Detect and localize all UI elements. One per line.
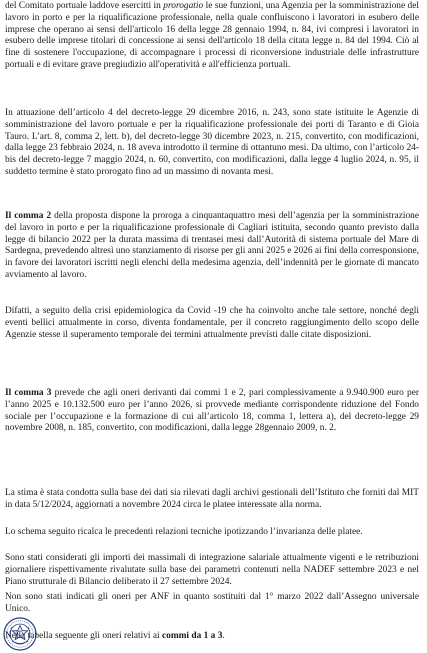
paragraph-text: le sue funzioni, una Agenzia per la somministrazione del lavoro in porto e per la riqualificazione professionale, nella quale confluiscono i lavoratori in esubero delle imprese che operano ai sensi dell'articolo 16 della legge 28 gennaio 1994, n. 84, ivi compresi i lavoratori in esubero delle imprese titolari di concessione ai sensi dell'articolo 18 della citata legge n. 84 del 1994. Ciò al fine di sostenere l'occupazione, di accompagnare i processi di riconversione industriale delle infrastrutture portuali e di evitare grave pregiudizio all'operatività e all'efficienza portuali. (5, 1, 419, 70)
state-emblem-seal-icon (3, 617, 37, 651)
paragraph-attuazione: In attuazione dell’articolo 4 del decreto-legge 29 dicembre 2016, n. 243, sono state istituite le Agenzie di somministrazione del lavoro portuale e per la riqualificazione professionale dei porti di Taranto e di Gioia Tauro. L’art. 8, comma 2, lett. b), del decreto-legge 30 dicembre 2023, n. 215, convertito, con modificazioni, dalla legge 23 febbraio 2024, n. 18 aveva introdotto il termine di ottantuno mesi. Da ultimo, con l’articolo 24-bis del decreto-legge 7 maggio 2024, n. 60, convertito, con modificazioni, dalla legge 4 luglio 2024, n. 95, il suddetto termine è stato prorogato fino ad un massimo di novanta mesi. (5, 108, 419, 177)
paragraph-text: prevede che agli oneri derivanti dai commi 1 e 2, pari complessivamente a 9.940.900 euro per l’anno 2025 e 10.132.500 euro per l’anno 2026, si provvede mediante corrispondente riduzione del Fondo sociale per l’occupazione e la formazione di cui all’articolo 18, comma 1, lettera a), del decreto-legge 29 novembre 2008, n. 185, convertito, con modificazioni, dalla legge 28gennaio 2009, n. 2. (5, 388, 419, 434)
paragraph-text: . (222, 631, 225, 641)
bold-commi-ref: commi da 1 a 3 (161, 631, 223, 641)
bold-heading-comma-2: Il comma 2 (5, 211, 52, 221)
paragraph-schema: Lo schema seguito ricalca le precedenti relazioni tecniche ipotizzando l’invarianza delle platee. (5, 527, 363, 537)
bold-heading-comma-3: Il comma 3 (5, 388, 52, 398)
paragraph-tabella-intro (5, 631, 305, 643)
paragraph-difatti: Difatti, a seguito della crisi epidemiologica da Covid -19 che ha coinvolto anche tale settore, nonché degli eventi bellici attualmente in corso, diventa fondamentale, per il concreto raggiungimento dello scopo delle Agenzie stesse il superamento temporale dei termini attualmente previsti dalle citate disposizioni. (5, 306, 419, 340)
paragraph-comma-3 (5, 388, 419, 435)
paragraph-stima: La stima è stata condotta sulla base dei dati sia rilevati dagli archivi gestionali dell’Istituto che forniti dal MIT in data 5/12/2024, aggiornati a novembre 2024 circa le platee interessate alla norma. (5, 488, 419, 510)
paragraph-text: della proposta dispone la proroga a cinquantaquattro mesi dell’agenzia per la somministrazione del lavoro in porto e per la riqualificazione professionale di Cagliari istituita, secondo quanto previsto dalla legge di bilancio 2022 per la durata massima di trentasei mesi dall’Autorità di sistema portuale del Mare di Sardegna, prevedendo altresì uno stanziamento di risorse per gli anni 2025 e 2026 ai fini della corresponsione, in favore dei lavoratori iscritti negli elenchi della medesima agenzia, dell’indennità per le giornate di mancato avviamento al lavoro. (5, 211, 419, 280)
paragraph-anf: Non sono stati indicati gli oneri per ANF in quanto sostituiti dal 1° marzo 2022 dall’Assegno universale Unico. (5, 592, 419, 614)
paragraph-massimali: Sono stati considerati gli importi dei massimali di integrazione salariale attualmente vigenti e le retribuzioni giornaliere rispettivamente rivalutate sulla base dei parametri contenuti nella NADEF settembre 2023 e nel Piano strutturale di Bilancio deliberato il 27 settembre 2024. (5, 553, 419, 587)
paragraph-text: Nella tabella seguente gli oneri relativi ai (5, 631, 162, 641)
italic-term: prorogatio (163, 1, 204, 11)
paragraph-text: del Comitato portuale laddove esercitti in (5, 1, 164, 11)
paragraph-agenzia-intro (5, 1, 419, 72)
paragraph-comma-2 (5, 211, 419, 282)
